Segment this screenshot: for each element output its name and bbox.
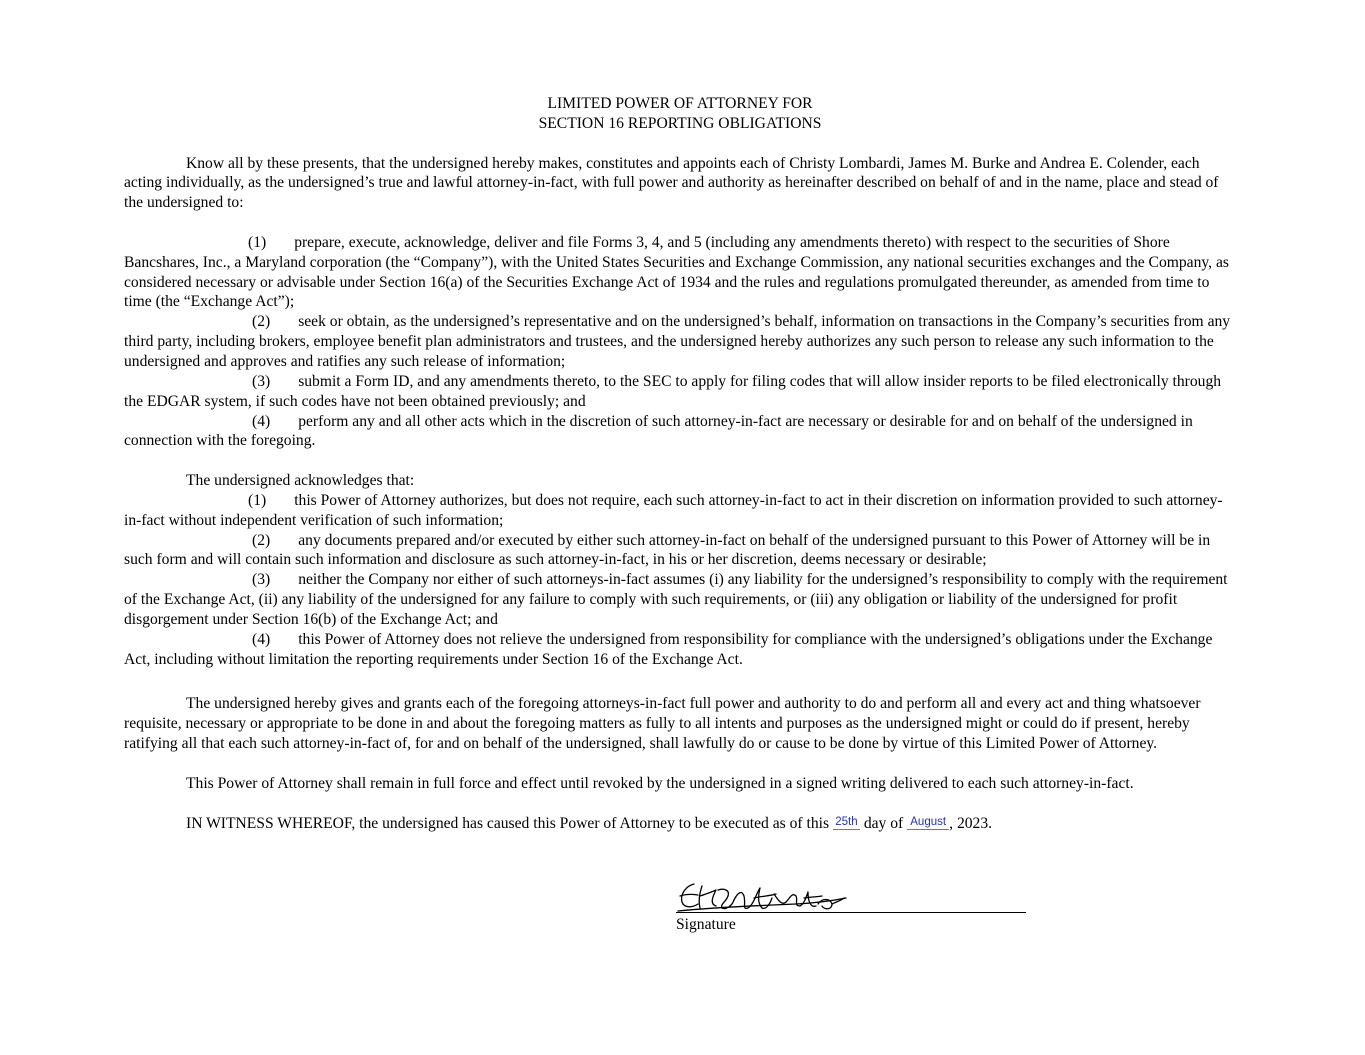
title-line-1: LIMITED POWER OF ATTORNEY FOR (547, 95, 813, 112)
intro-paragraph: Know all by these presents, that the undersigned hereby makes, constitutes and appoints each of Christy Lombardi, James M. Burke and Andrea E. Colender, each acting individually, as the undersigned’s true and lawful attorney-in-fact, with full power and authority as hereinafter described on behalf of and in the name, place and stead of the undersigned to: (124, 154, 1219, 212)
power-item (124, 372, 1236, 412)
acknowledgement-number: (3) (252, 571, 271, 589)
power-text: submit a Form ID, and any amendments thereto, to the SEC to apply for filing codes that will allow insider reports to be filed electronically through the EDGAR system, if such codes have not been obtained previously; and (124, 372, 1222, 410)
power-item (124, 233, 1236, 312)
signature-line (676, 912, 1026, 913)
signature-label: Signature (676, 916, 736, 933)
day-field[interactable]: 25th (833, 816, 860, 830)
power-item (124, 412, 1236, 452)
signature-block (676, 878, 1026, 938)
title-line-2: SECTION 16 REPORTING OBLIGATIONS (538, 114, 822, 132)
power-number: (1) (248, 233, 267, 251)
acknowledgement-text: this Power of Attorney authorizes, but does not require, each such attorney-in-fact to act in their discretion on information provided to such attorney-in-fact without independent verification of such information; (124, 491, 1223, 529)
power-number: (4) (252, 412, 271, 430)
power-text: seek or obtain, as the undersigned’s representative and on the undersigned’s behalf, information on transactions in the Company’s securities from any third party, including brokers, employee benefit plan administrators and trustees, and the undersigned hereby authorizes any such person to release any such information to the undersigned and approves and ratifies any such release of information; (124, 313, 1231, 370)
acknowledgement-item (124, 570, 1236, 630)
acknowledgement-item (124, 531, 1236, 571)
acknowledgement-number: (1) (248, 491, 267, 509)
acknowledgement-number: (4) (252, 630, 271, 648)
witness-paragraph (124, 814, 1236, 834)
power-text: prepare, execute, acknowledge, deliver and file Forms 3, 4, and 5 (including any amendments thereto) with respect to the securities of Shore Bancshares, Inc., a Maryland corporation (the “Company”), with the United States Securities and Exchange Commission, any national securities exchanges and the Company, as considered necessary or advisable under Section 16(a) of the Securities Exchange Act of 1934 and the rules and regulations promulgated thereunder, as amended from time to time (the “Exchange Act”); (124, 233, 1229, 311)
witness-middle: day of (863, 814, 904, 832)
acknowledgements-list (124, 491, 1236, 670)
power-item (124, 312, 1236, 372)
acknowledgement-text: any documents prepared and/or executed by either such attorney-in-fact on behalf of the undersigned pursuant to this Power of Attorney will be in such form and will contain such information and disclosure as such attorney-in-fact, in his or her discretion, deems necessary or desirable; (124, 531, 1211, 569)
powers-list (124, 233, 1236, 451)
acknowledgement-number: (2) (252, 531, 271, 549)
acknowledgement-item (124, 630, 1236, 670)
power-number: (3) (252, 372, 271, 390)
duration-paragraph: This Power of Attorney shall remain in full force and effect until revoked by the undersigned in a signed writing delivered to each such attorney-in-fact. (186, 774, 1134, 792)
document-page (124, 94, 1236, 833)
acknowledgement-text: this Power of Attorney does not relieve the undersigned from responsibility for compliance with the undersigned’s obligations under the Exchange Act, including without limitation the reporting requirements under Section 16 of the Exchange Act. (124, 630, 1213, 668)
acknowledgement-text: neither the Company nor either of such attorneys-in-fact assumes (i) any liability for the undersigned’s responsibility to comply with the requirement of the Exchange Act, (ii) any liability of the undersigned for any failure to comply with such requirements, or (iii) any obligation or liability of the undersigned for profit disgorgement under Section 16(b) of the Exchange Act; and (124, 571, 1228, 628)
acknowledgements-intro: The undersigned acknowledges that: (186, 472, 415, 490)
witness-prefix: IN WITNESS WHEREOF, the undersigned has caused this Power of Attorney to be executed as of this (186, 814, 830, 832)
witness-suffix: , 2023. (949, 814, 993, 832)
power-number: (2) (252, 313, 271, 331)
acknowledgement-item (124, 491, 1236, 531)
grant-paragraph: The undersigned hereby gives and grants each of the foregoing attorneys-in-fact full power and authority to do and perform all and every act and thing whatsoever requisite, necessary or appropriate to be done in and about the foregoing matters as fully to all intents and purposes as the undersigned might or could do if present, hereby ratifying all that each such attorney-in-fact of, for and on behalf of the undersigned, shall lawfully do or cause to be done by virtue of this Limited Power of Attorney. (124, 695, 1201, 753)
month-field[interactable]: August (907, 816, 949, 830)
power-text: perform any and all other acts which in the discretion of such attorney-in-fact are necessary or desirable for and on behalf of the undersigned in connection with the foregoing. (124, 412, 1193, 450)
